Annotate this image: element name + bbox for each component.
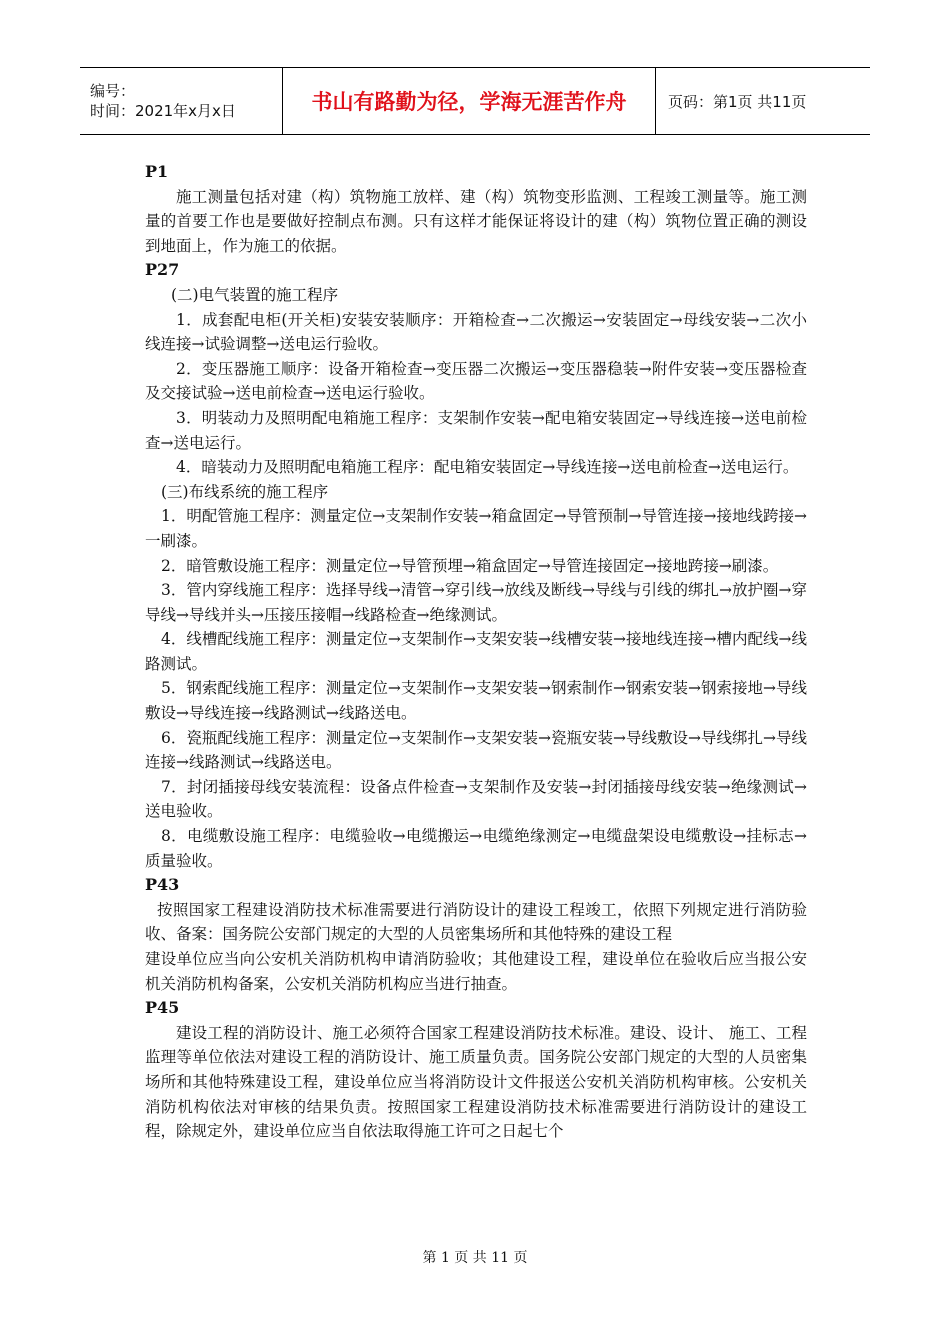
list-item: 6．瓷瓶配线施工程序：测量定位→支架制作→支架安装→瓷瓶安装→导线敷设→导线绑扎→导线连接→线路测试→线路送电。 [145,728,807,772]
subheading: (二)电气装置的施工程序 [171,285,339,304]
section-title-p43: P43 [145,875,180,895]
header-motto-cell [283,68,656,134]
list-item: 3．管内穿线施工程序：选择导线→清管→穿引线→放线及断线→导线与引线的绑扎→放护圈→穿导线→导线并头→压接压接帽→线路检查→绝缘测试。 [145,581,807,624]
document-header [80,67,870,135]
subheading: (三)布线系统的施工程序 [161,482,329,501]
document-number-label: 编号： [90,82,136,100]
list-item: 7．封闭插接母线安装流程：设备点件检查→支架制作及安装→封闭插接母线安装→绝缘测试→送电验收。 [145,777,807,821]
list-item: 8．电缆敷设施工程序：电缆验收→电缆搬运→电缆绝缘测定→电缆盘架设电缆敷设→挂标志→质量验收。 [145,827,807,870]
paragraph: 按照国家工程建设消防技术标准需要进行消防设计的建设工程竣工，依照下列规定进行消防验收、备案：国务院公安部门规定的大型的人员密集场所和其他特殊的建设工程 [145,900,807,944]
list-item: 3．明装动力及照明配电箱施工程序：支架制作安装→配电箱安装固定→导线连接→送电前检查→送电运行。 [145,408,807,452]
header-meta [80,68,283,134]
list-item: 5．钢索配线施工程序：测量定位→支架制作→支架安装→钢索制作→钢索安装→钢索接地→导线敷设→导线连接→线路测试→线路送电。 [145,679,807,723]
list-item: 1．明配管施工程序：测量定位→支架制作安装→箱盒固定→导管预制→导管连接→接地线跨接→一刷漆。 [145,507,807,550]
list-item: 4．线槽配线施工程序：测量定位→支架制作→支架安装→线槽安装→接地线连接→槽内配线→线路测试。 [145,630,807,673]
section-title-p1: P1 [145,162,169,181]
list-item: 2．暗管敷设施工程序：测量定位→导管预埋→箱盒固定→导管连接固定→接地跨接→刷漆。 [161,556,779,575]
paragraph: 施工测量包括对建（构）筑物施工放样、建（构）筑物变形监测、工程竣工测量等。施工测量的首要工作也是要做好控制点布测。只有这样才能保证将设计的建（构）筑物位置正确的测设到地面上，作为施工的依据。 [145,187,807,255]
list-item: 4．暗装动力及照明配电箱施工程序：配电箱安装固定→导线连接→送电前检查→送电运行。 [176,458,799,477]
page-footer: 第 1 页 共 11 页 [422,1250,528,1266]
section-title-p27: P27 [145,260,180,280]
header-page-label: 页码：第1页 共11页 [668,92,807,111]
document-body [145,160,807,1144]
list-item: 1．成套配电柜(开关柜)安装安装顺序：开箱检查→二次搬运→安装固定→母线安装→二次小线连接→试验调整→送电运行验收。 [145,310,807,354]
paragraph: 建设单位应当向公安机关消防机构申请消防验收；其他建设工程，建设单位在验收后应当报公安机关消防机构备案，公安机关消防机构应当进行抽查。 [145,950,807,993]
paragraph: 建设工程的消防设计、施工必须符合国家工程建设消防技术标准。建设、设计、 施工、工程监理等单位依法对建设工程的消防设计、施工质量负责。国务院公安部门规定的大型的人员密集场所和其他特殊建设工程，建设单位应当将消防设计文件报送公安机关消防机构审核。公安机关消防机构依法对审核的结果负责。按照国家工程建设消防技术标准需要进行消防设计的建设工程，除规定外，建设单位应当自依法取得施工许可之日起七个 [145,1023,807,1141]
section-title-p45: P45 [145,998,180,1018]
header-page-cell [656,68,870,134]
header-motto: 书山有路勤为径，学海无涯苦作舟 [311,90,627,114]
list-item: 2．变压器施工顺序：设备开箱检查→变压器二次搬运→变压器稳装→附件安装→变压器检查及交接试验→送电前检查→送电运行验收。 [145,359,807,403]
document-time-label: 时间：2021年x月x日 [90,102,236,120]
